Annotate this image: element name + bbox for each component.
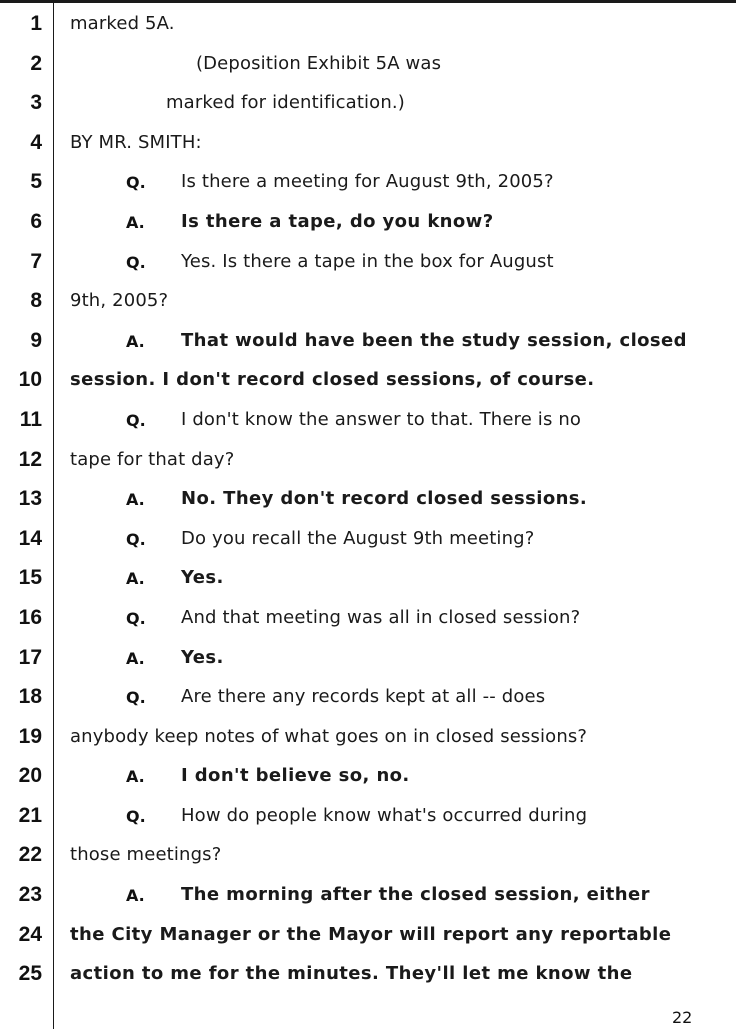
question-label: Q.	[126, 252, 146, 272]
transcript-line	[0, 322, 736, 362]
question-text: tape for that day?	[70, 448, 235, 470]
line-number: 15	[18, 566, 42, 590]
transcript-line	[0, 955, 736, 995]
question-text: anybody keep notes of what goes on in closed sessions?	[70, 725, 588, 747]
line-number: 8	[30, 289, 42, 313]
line-number: 4	[30, 130, 42, 154]
transcript-line	[0, 441, 736, 481]
question-label: Q.	[126, 529, 146, 549]
answer-text: The morning after the closed session, either	[181, 884, 650, 906]
answer-label: A.	[126, 886, 145, 906]
line-number: 23	[18, 883, 42, 907]
answer-text: No. They don't record closed sessions.	[181, 488, 588, 510]
transcript-line	[0, 282, 736, 322]
transcript-line	[0, 678, 736, 718]
line-number: 17	[18, 645, 42, 669]
line-text: marked for identification.)	[166, 92, 405, 114]
transcript-line	[0, 243, 736, 283]
answer-text: Yes.	[181, 567, 224, 589]
line-text: marked 5A.	[70, 13, 175, 34]
transcript-line	[0, 757, 736, 797]
answer-label: A.	[126, 569, 145, 589]
transcript-line	[0, 559, 736, 599]
line-number: 10	[18, 368, 42, 392]
question-text: I don't know the answer to that. There is no	[181, 408, 582, 430]
transcript-line	[0, 797, 736, 837]
question-label: Q.	[126, 410, 146, 430]
line-number: 5	[30, 170, 42, 194]
answer-text: I don't believe so, no.	[181, 765, 410, 787]
question-text: 9th, 2005?	[70, 290, 169, 312]
line-number: 24	[18, 922, 42, 946]
answer-text: Is there a tape, do you know?	[181, 210, 494, 232]
transcript-line	[0, 5, 736, 45]
question-text: Yes. Is there a tape in the box for August	[181, 250, 554, 272]
transcript-line	[0, 124, 736, 164]
line-number: 18	[18, 685, 42, 709]
line-number: 13	[18, 487, 42, 511]
line-number: 20	[18, 764, 42, 788]
answer-text: the City Manager or the Mayor will report any reportable	[70, 923, 672, 945]
line-number: 22	[18, 843, 42, 867]
line-number: 3	[30, 91, 42, 115]
question-label: Q.	[126, 688, 146, 708]
transcript-line	[0, 480, 736, 520]
transcript-line	[0, 876, 736, 916]
transcript-line	[0, 836, 736, 876]
question-text: those meetings?	[70, 844, 222, 866]
transcript-line	[0, 520, 736, 560]
answer-label: A.	[126, 331, 145, 351]
transcript-line	[0, 401, 736, 441]
line-number: 7	[30, 249, 42, 273]
line-number: 19	[18, 724, 42, 748]
answer-text: session. I don't record closed sessions, of course.	[70, 369, 595, 391]
transcript-line	[0, 599, 736, 639]
question-label: Q.	[126, 608, 146, 628]
answer-text: That would have been the study session, closed	[181, 329, 687, 351]
transcript-line	[0, 718, 736, 758]
examiner-heading: BY MR. SMITH:	[70, 131, 202, 153]
line-text: (Deposition Exhibit 5A was	[196, 52, 442, 74]
question-text: Do you recall the August 9th meeting?	[181, 527, 535, 549]
line-number: 12	[18, 447, 42, 471]
transcript-line	[0, 163, 736, 203]
line-number: 2	[30, 51, 42, 75]
question-text: How do people know what's occurred during	[181, 804, 588, 826]
line-number: 11	[19, 407, 42, 431]
page-number: 22	[672, 1008, 693, 1027]
transcript-line	[0, 916, 736, 956]
answer-label: A.	[126, 767, 145, 787]
line-number: 21	[18, 803, 42, 827]
question-text: Is there a meeting for August 9th, 2005?	[181, 171, 554, 193]
answer-text: action to me for the minutes. They'll let me know the	[70, 963, 633, 985]
line-number: 1	[30, 12, 42, 35]
answer-text: Yes.	[181, 646, 224, 668]
question-label: Q.	[126, 173, 146, 193]
line-number: 6	[30, 209, 42, 233]
question-label: Q.	[126, 806, 146, 826]
answer-label: A.	[126, 490, 145, 510]
transcript-line	[0, 203, 736, 243]
question-text: Are there any records kept at all -- does	[181, 686, 546, 708]
transcript-line	[0, 639, 736, 679]
line-number: 14	[18, 526, 42, 550]
line-number: 16	[18, 605, 42, 629]
transcript-line	[0, 84, 736, 124]
question-text: And that meeting was all in closed session?	[181, 606, 581, 628]
transcript-page	[0, 5, 736, 995]
line-number: 9	[30, 328, 42, 352]
line-number: 25	[18, 962, 42, 986]
transcript-line	[0, 45, 736, 85]
answer-label: A.	[126, 212, 145, 232]
answer-label: A.	[126, 648, 145, 668]
top-rule	[0, 0, 736, 3]
transcript-line	[0, 361, 736, 401]
